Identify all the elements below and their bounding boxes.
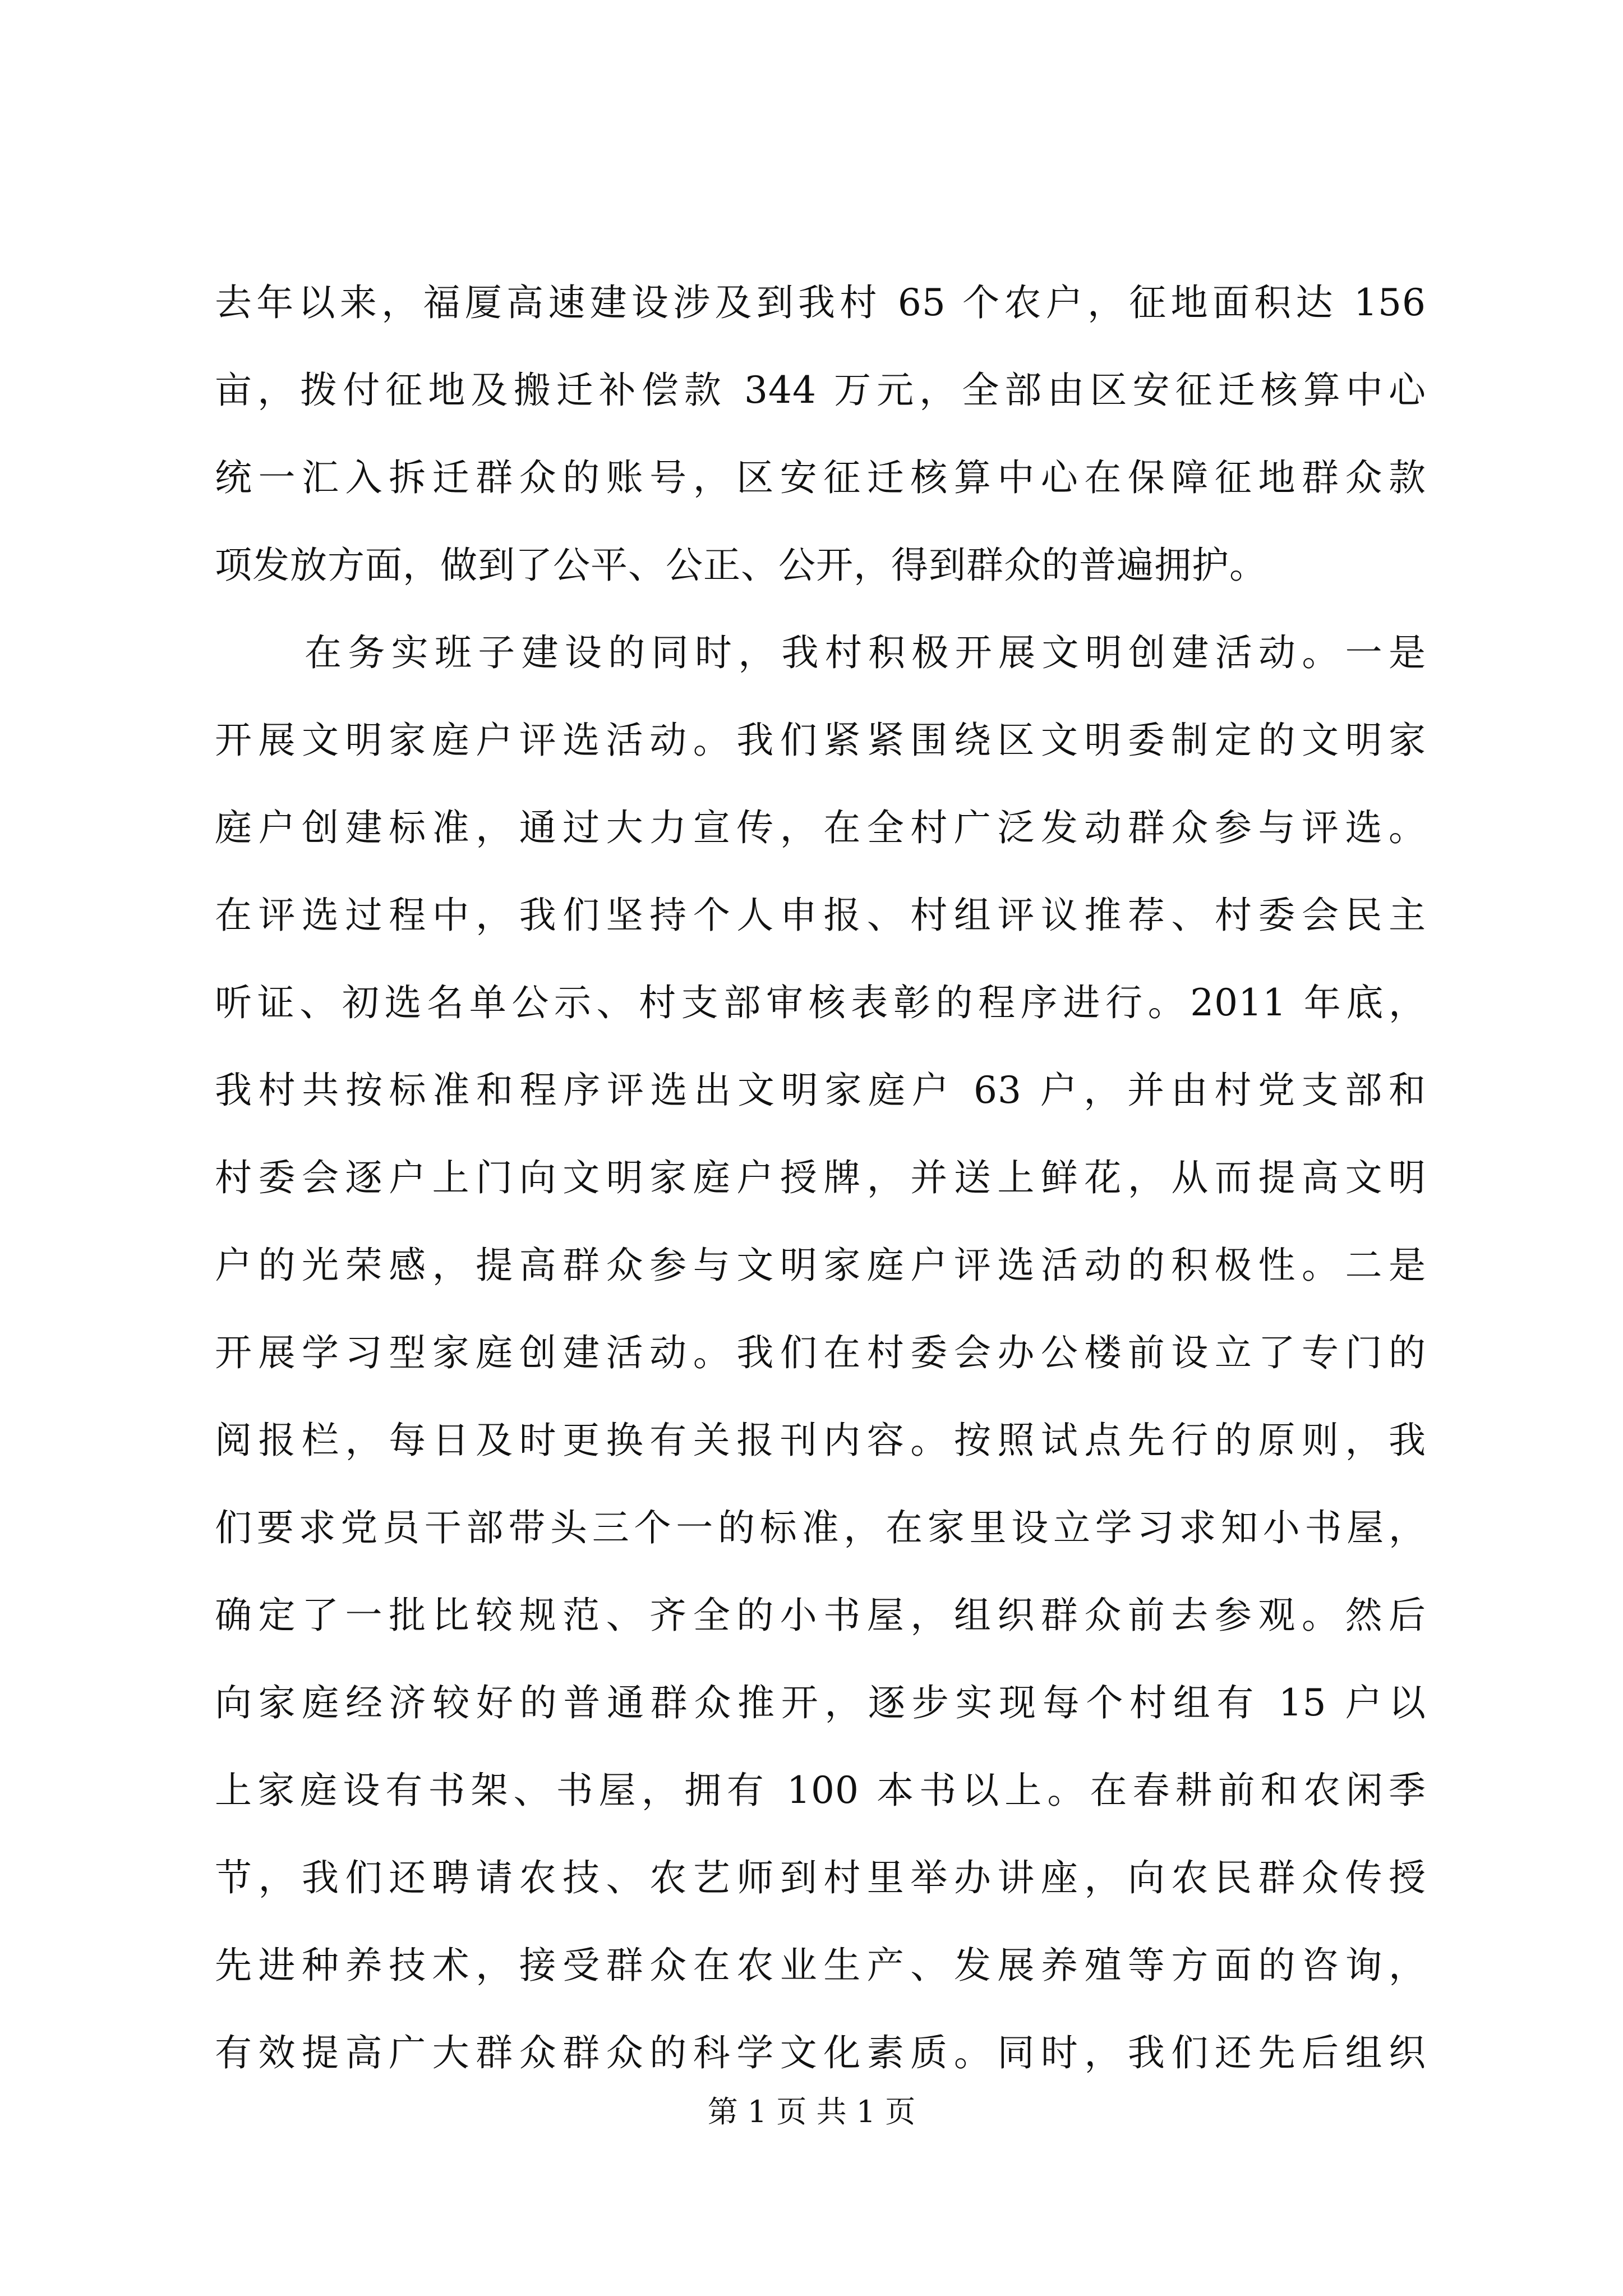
text-line: 统一汇入拆迁群众的账号，区安征迁核算中心在保障征地群众款: [215, 456, 1426, 499]
text-line: 有效提高广大群众群众的科学文化素质。同时，我们还先后组织: [215, 2031, 1426, 2074]
text-line: 亩，拨付征地及搬迁补偿款 344 万元，全部由区安征迁核算中心: [215, 369, 1426, 412]
text-line: 听证、初选名单公示、村支部审核表彰的程序进行。2011 年底，: [215, 981, 1426, 1024]
text-line: 开展学习型家庭创建活动。我们在村委会办公楼前设立了专门的: [215, 1331, 1426, 1374]
paragraph-first-line: 在务实班子建设的同时，我村积极开展文明创建活动。一是: [305, 631, 1426, 674]
text-line: 先进种养技术，接受群众在农业生产、发展养殖等方面的咨询，: [215, 1944, 1426, 1987]
text-line: 在评选过程中，我们坚持个人申报、村组评议推荐、村委会民主: [215, 894, 1426, 937]
text-line: 确定了一批比较规范、齐全的小书屋，组织群众前去参观。然后: [215, 1594, 1426, 1637]
text-line: 庭户创建标准，通过大力宣传，在全村广泛发动群众参与评选。: [215, 806, 1426, 849]
text-line: 阅报栏，每日及时更换有关报刊内容。按照试点先行的原则，我: [215, 1419, 1426, 1462]
page-number-footer: 第 1 页 共 1 页: [707, 2094, 916, 2129]
text-line: 上家庭设有书架、书屋，拥有 100 本书以上。在春耕前和农闲季: [215, 1769, 1426, 1812]
document-body: [215, 259, 1426, 2097]
text-line: 去年以来，福厦高速建设涉及到我村 65 个农户，征地面积达 156: [215, 281, 1426, 324]
text-line: 们要求党员干部带头三个一的标准，在家里设立学习求知小书屋，: [215, 1506, 1426, 1549]
text-line: 开展文明家庭户评选活动。我们紧紧围绕区文明委制定的文明家: [215, 719, 1426, 762]
text-line: 村委会逐户上门向文明家庭户授牌，并送上鲜花，从而提高文明: [215, 1156, 1426, 1199]
text-line: 项发放方面，做到了公平、公正、公开，得到群众的普遍拥护。: [215, 544, 1267, 587]
text-line: 我村共按标准和程序评选出文明家庭户 63 户，并由村党支部和: [215, 1069, 1426, 1112]
text-line: 节，我们还聘请农技、农艺师到村里举办讲座，向农民群众传授: [215, 1856, 1426, 1899]
text-line: 向家庭经济较好的普通群众推开，逐步实现每个村组有 15 户以: [215, 1681, 1426, 1724]
text-line: 户的光荣感，提高群众参与文明家庭户评选活动的积极性。二是: [215, 1244, 1426, 1287]
